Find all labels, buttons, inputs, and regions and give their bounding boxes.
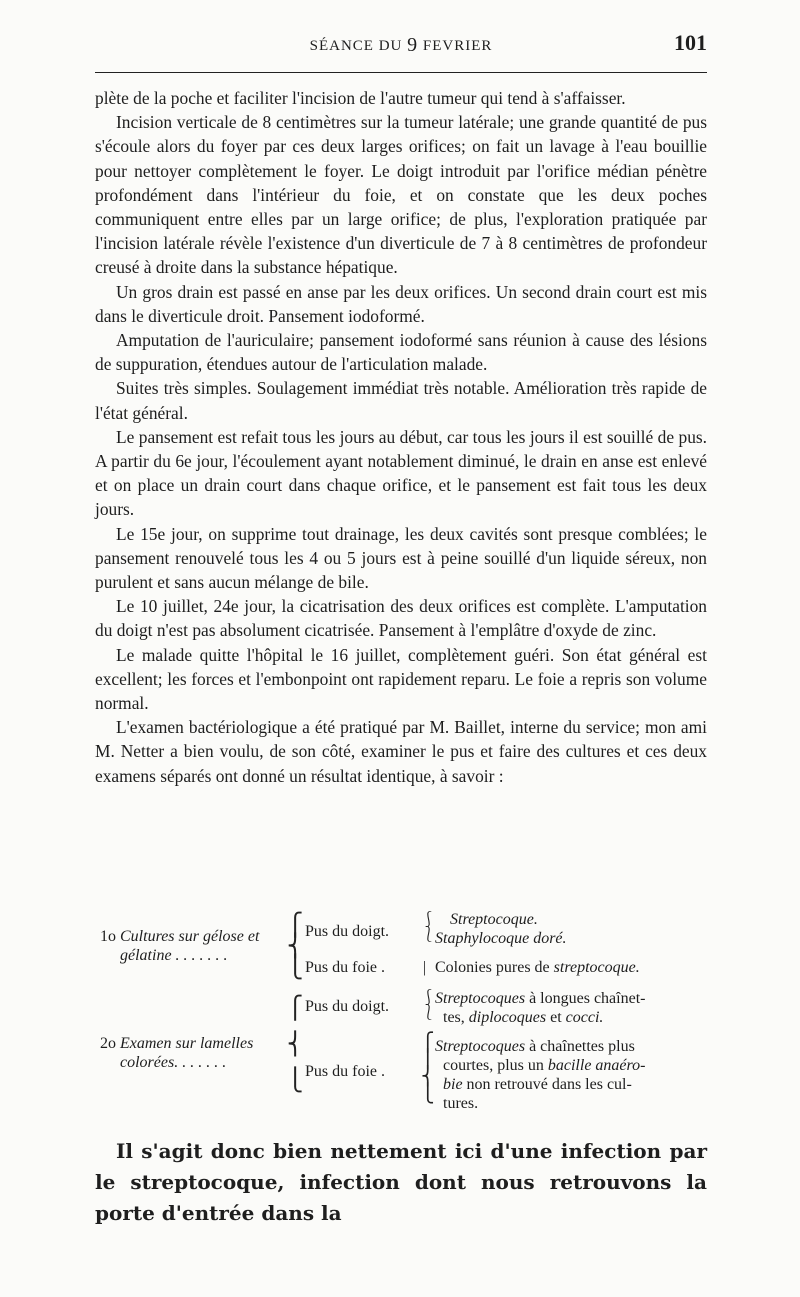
result-text: non retrouvé dans les cul- (462, 1076, 632, 1093)
result-organism: bacille anaéro- (547, 1057, 646, 1074)
g1-source-doigt: Pus du doigt. (305, 923, 390, 940)
group-2-label (100, 1034, 295, 1072)
group-1-brace: ⎧ ⎨ ⎩ (287, 912, 304, 979)
g2b-result-brace: ⎧ ⎪ ⎨ ⎩ (421, 1032, 435, 1103)
bacteriology-results-table (95, 906, 707, 1116)
group-number: 2o (100, 1035, 116, 1052)
paragraph: plète de la poche et faciliter l'incision de l'autre tumeur qui tend à s'affaisser. (95, 88, 626, 108)
result-organism: Streptocoques (435, 1038, 526, 1055)
g2-source-foie: Pus du foie . (305, 1063, 385, 1080)
paragraph: Suites très simples. Soulagement immédiat très notable. Amélioration très rapide de l'état général. (95, 378, 707, 423)
header-rule (95, 72, 707, 73)
running-header (95, 30, 707, 60)
paragraph: L'examen bactériologique a été pratiqué par M. Baillet, interne du service; mon ami M. Netter a bien voulu, de son côté, examiner le pus et faire des cultures et ces deux examens séparés ont donné un résultat identique, à savoir : (95, 717, 707, 786)
result-organism: Streptocoques (435, 990, 526, 1007)
result-organism: diplocoques (468, 1009, 547, 1026)
paragraph: Le 10 juillet, 24e jour, la cicatrisation des deux orifices est complète. L'amputation du doigt n'est pas absolument cicatrisée. Pansement à l'emplâtre d'oxyde de zinc. (95, 596, 707, 641)
result-text: courtes, plus un (443, 1057, 548, 1074)
group-2-brace: ⎧ ⎨ ⎩ (287, 995, 304, 1092)
conclusion-paragraph: Il s'agit donc bien nettement ici d'une infection par le streptocoque, infection dont nous retrouvons la porte d'entrée dans la (95, 1139, 707, 1225)
paragraph: Le 15e jour, on supprime tout drainage, les deux cavités sont presque comblées; le pansement renouvelé tous les 4 ou 5 jours est à peine souillé d'un liquide séreux, non purulent et sans aucun mélange de bile. (95, 523, 707, 593)
title-day: 9 (407, 34, 419, 56)
g2-result-doigt (435, 989, 705, 1027)
title-part: SÉANCE DU (309, 38, 408, 54)
paragraph: Le malade quitte l'hôpital le 16 juillet, complètement guéri. Son état général est excellent; les forces et l'embonpoint ont rapidement reparu. Le foie a repris son volume normal. (95, 644, 707, 714)
paragraph: Incision verticale de 8 centimètres sur la tumeur latérale; une grande quantité de pus s'écoule alors du foyer par ces deux larges orifices; on fait un lavage à l'eau bouillie pour nettoyer complètement le foyer. Le doigt introduit par l'orifice médian pénètre profondément dans l'intérieur du foie, et on constate que les deux poches communiquent entre elles par un large orifice; de plus, l'exploration pratiquée par l'incision latérale révèle l'existence d'un diverticule de 7 à 8 centimètres de profondeur creusé à droite dans la substance hépatique. (95, 112, 707, 278)
result-text: à longues chaînet- (525, 990, 646, 1007)
result-text: et (546, 1009, 566, 1026)
title-part: FEVRIER (418, 38, 493, 54)
page-number: 101 (674, 30, 707, 55)
result-organism: bie (443, 1076, 463, 1093)
result-organism: cocci. (565, 1009, 604, 1026)
g2-result-foie (435, 1037, 705, 1113)
group-label-line: Cultures sur gélose et (120, 928, 260, 945)
conclusion-text (95, 1136, 707, 1229)
result-organism: streptocoque. (553, 959, 640, 976)
group-label-line: Examen sur lamelles (120, 1035, 254, 1052)
g1-result-doigt (435, 910, 567, 948)
paragraph: Un gros drain est passé en anse par les deux orifices. Un second drain court est mis dans le diverticule droit. Pansement iodoformé. (95, 281, 707, 326)
g2-source-doigt: Pus du doigt. (305, 998, 390, 1015)
result-organism: Streptocoque. (450, 911, 538, 928)
group-label-line: gélatine . . . . . . . (120, 947, 228, 964)
group-label-line: colorées. . . . . . . (120, 1054, 227, 1071)
paragraph: Le pansement est refait tous les jours au début, car tous les jours il est souillé de pus. A partir du 6e jour, l'écoulement ayant notablement diminué, le drain en anse est enlevé et on place un drain court dans chaque orifice, et le pansement est fait tous les deux jours. (95, 426, 707, 520)
body-text (95, 86, 707, 788)
result-text: à chaînettes plus (525, 1038, 635, 1055)
group-1-label (100, 927, 295, 965)
result-text: tes, (443, 1009, 469, 1026)
result-text: Colonies pures de (435, 959, 554, 976)
g1-source-foie: Pus du foie . (305, 959, 385, 976)
g1-result-brace: ⎰ ⎱ (421, 912, 437, 943)
group-number: 1o (100, 928, 116, 945)
running-title (95, 34, 707, 57)
result-text: tures. (443, 1095, 479, 1112)
paragraph: Amputation de l'auriculaire; pansement iodoformé sans réunion à cause des lésions de suppuration, étendues autour de l'articulation malade. (95, 330, 707, 375)
g1-separator: | (423, 959, 427, 976)
g2a-result-brace: ⎰ ⎱ (421, 990, 437, 1021)
g1-result-foie (435, 958, 640, 977)
result-organism: Staphylocoque doré. (435, 930, 567, 947)
